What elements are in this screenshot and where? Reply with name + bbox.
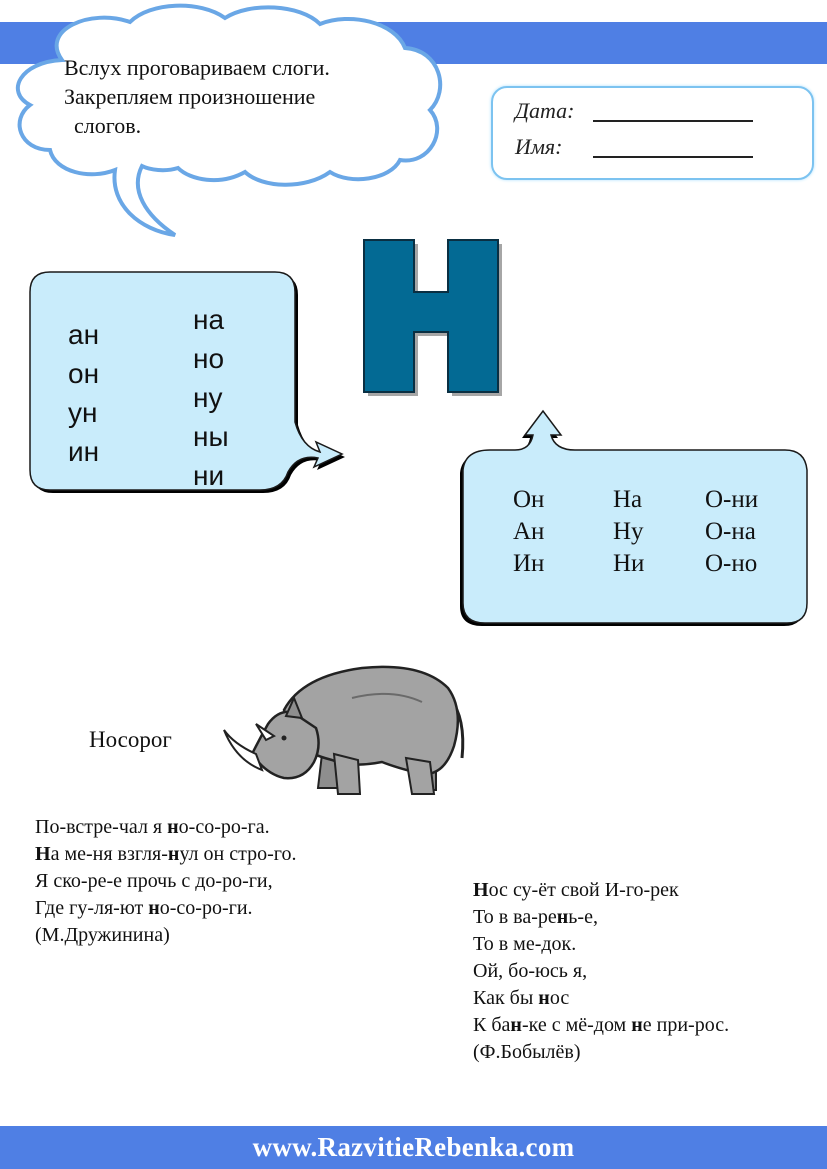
poem-line — [473, 1012, 729, 1039]
syllable: ун — [68, 397, 98, 428]
poem-line — [35, 814, 296, 841]
poem-line — [35, 922, 296, 949]
word: Ан — [513, 518, 545, 545]
word: На — [613, 486, 643, 513]
highlighted-letter: н — [148, 897, 160, 919]
syllable: ин — [68, 436, 100, 467]
instruction-text — [64, 53, 424, 140]
poem-line — [473, 958, 729, 985]
website-link[interactable]: www.RazvitieRebenka.com — [252, 1132, 575, 1162]
word: Ин — [513, 550, 545, 577]
poem-text: е при-рос. — [642, 1014, 730, 1036]
word: О-на — [705, 518, 756, 545]
poem-text: ос су-ёт свой И-го-рек — [488, 879, 679, 901]
poem-text: а ме-ня взгля- — [50, 843, 168, 865]
poem-line — [35, 895, 296, 922]
syllable: ну — [193, 382, 223, 413]
poem-text: То в ме-док. — [473, 933, 577, 955]
poem-text: К ба — [473, 1014, 511, 1036]
highlighted-letter: н — [167, 843, 180, 865]
syllable: но — [193, 343, 225, 374]
poem-line — [473, 931, 729, 958]
syllable: ни — [193, 460, 225, 491]
syllable: ны — [193, 421, 229, 452]
highlighted-letter: Н — [35, 843, 51, 865]
letter-n-graphic — [360, 236, 508, 400]
poem-line — [473, 904, 729, 931]
poem-line — [473, 1039, 729, 1066]
syllable: он — [68, 358, 100, 389]
poem-text: По-встре-чал я — [35, 816, 168, 838]
poem-line — [35, 841, 296, 868]
word: Ну — [613, 518, 644, 545]
words-column-2 — [613, 484, 644, 580]
poem-text: ос — [549, 987, 570, 1009]
instruction-line-1: Вслух проговариваем слоги. — [64, 55, 330, 80]
poem-2 — [473, 877, 729, 1066]
name-date-box — [491, 86, 814, 180]
instruction-line-3: слогов. — [74, 113, 142, 138]
word: Ни — [613, 550, 645, 577]
poem-text: ул он стро-го. — [179, 843, 297, 865]
highlighted-letter: н — [167, 816, 179, 838]
poem-text: Как бы — [473, 987, 539, 1009]
syllables-right-column — [193, 300, 229, 495]
highlighted-letter: н — [556, 906, 569, 928]
poem-text: (Ф.Бобылёв) — [473, 1041, 581, 1063]
poem-line — [35, 868, 296, 895]
poem-text: Ой, бо-юсь я, — [473, 960, 588, 982]
picture-caption: Носорог — [89, 727, 172, 752]
poem-text: То в ва-ре — [473, 906, 557, 928]
poem-line — [473, 985, 729, 1012]
instruction-line-2: Закрепляем произношение — [64, 84, 316, 109]
highlighted-letter: н — [631, 1014, 643, 1036]
syllables-left-column — [68, 315, 99, 471]
words-column-1 — [513, 484, 544, 580]
name-label: Имя: — [515, 134, 563, 159]
footer-bar — [0, 1126, 827, 1169]
poem-text: Где гу-ля-ют — [35, 897, 149, 919]
poem-line — [473, 877, 729, 904]
word: О-но — [705, 550, 758, 577]
highlighted-letter: н — [510, 1014, 522, 1036]
syllable: на — [193, 304, 225, 335]
poem-text: -ке с мё-дом — [521, 1014, 632, 1036]
poem-text: о-со-ро-га. — [178, 816, 270, 838]
word: О-ни — [705, 486, 759, 513]
poem-1 — [35, 814, 296, 949]
poem-text: (М.Дружинина) — [35, 924, 170, 946]
rhinoceros-icon — [222, 658, 472, 798]
poem-text: Я ско-ре-е прочь с до-ро-ги, — [35, 870, 273, 892]
word: Он — [513, 486, 545, 513]
poem-text: ь-е, — [568, 906, 598, 928]
words-column-3 — [705, 484, 758, 580]
syllable: ан — [68, 319, 100, 350]
highlighted-letter: н — [538, 987, 550, 1009]
letter-n-shape — [364, 240, 498, 392]
highlighted-letter: Н — [473, 879, 489, 901]
date-field[interactable] — [593, 120, 753, 122]
name-field[interactable] — [593, 156, 753, 158]
date-label: Дата: — [515, 98, 575, 123]
poem-text: о-со-ро-ги. — [159, 897, 253, 919]
